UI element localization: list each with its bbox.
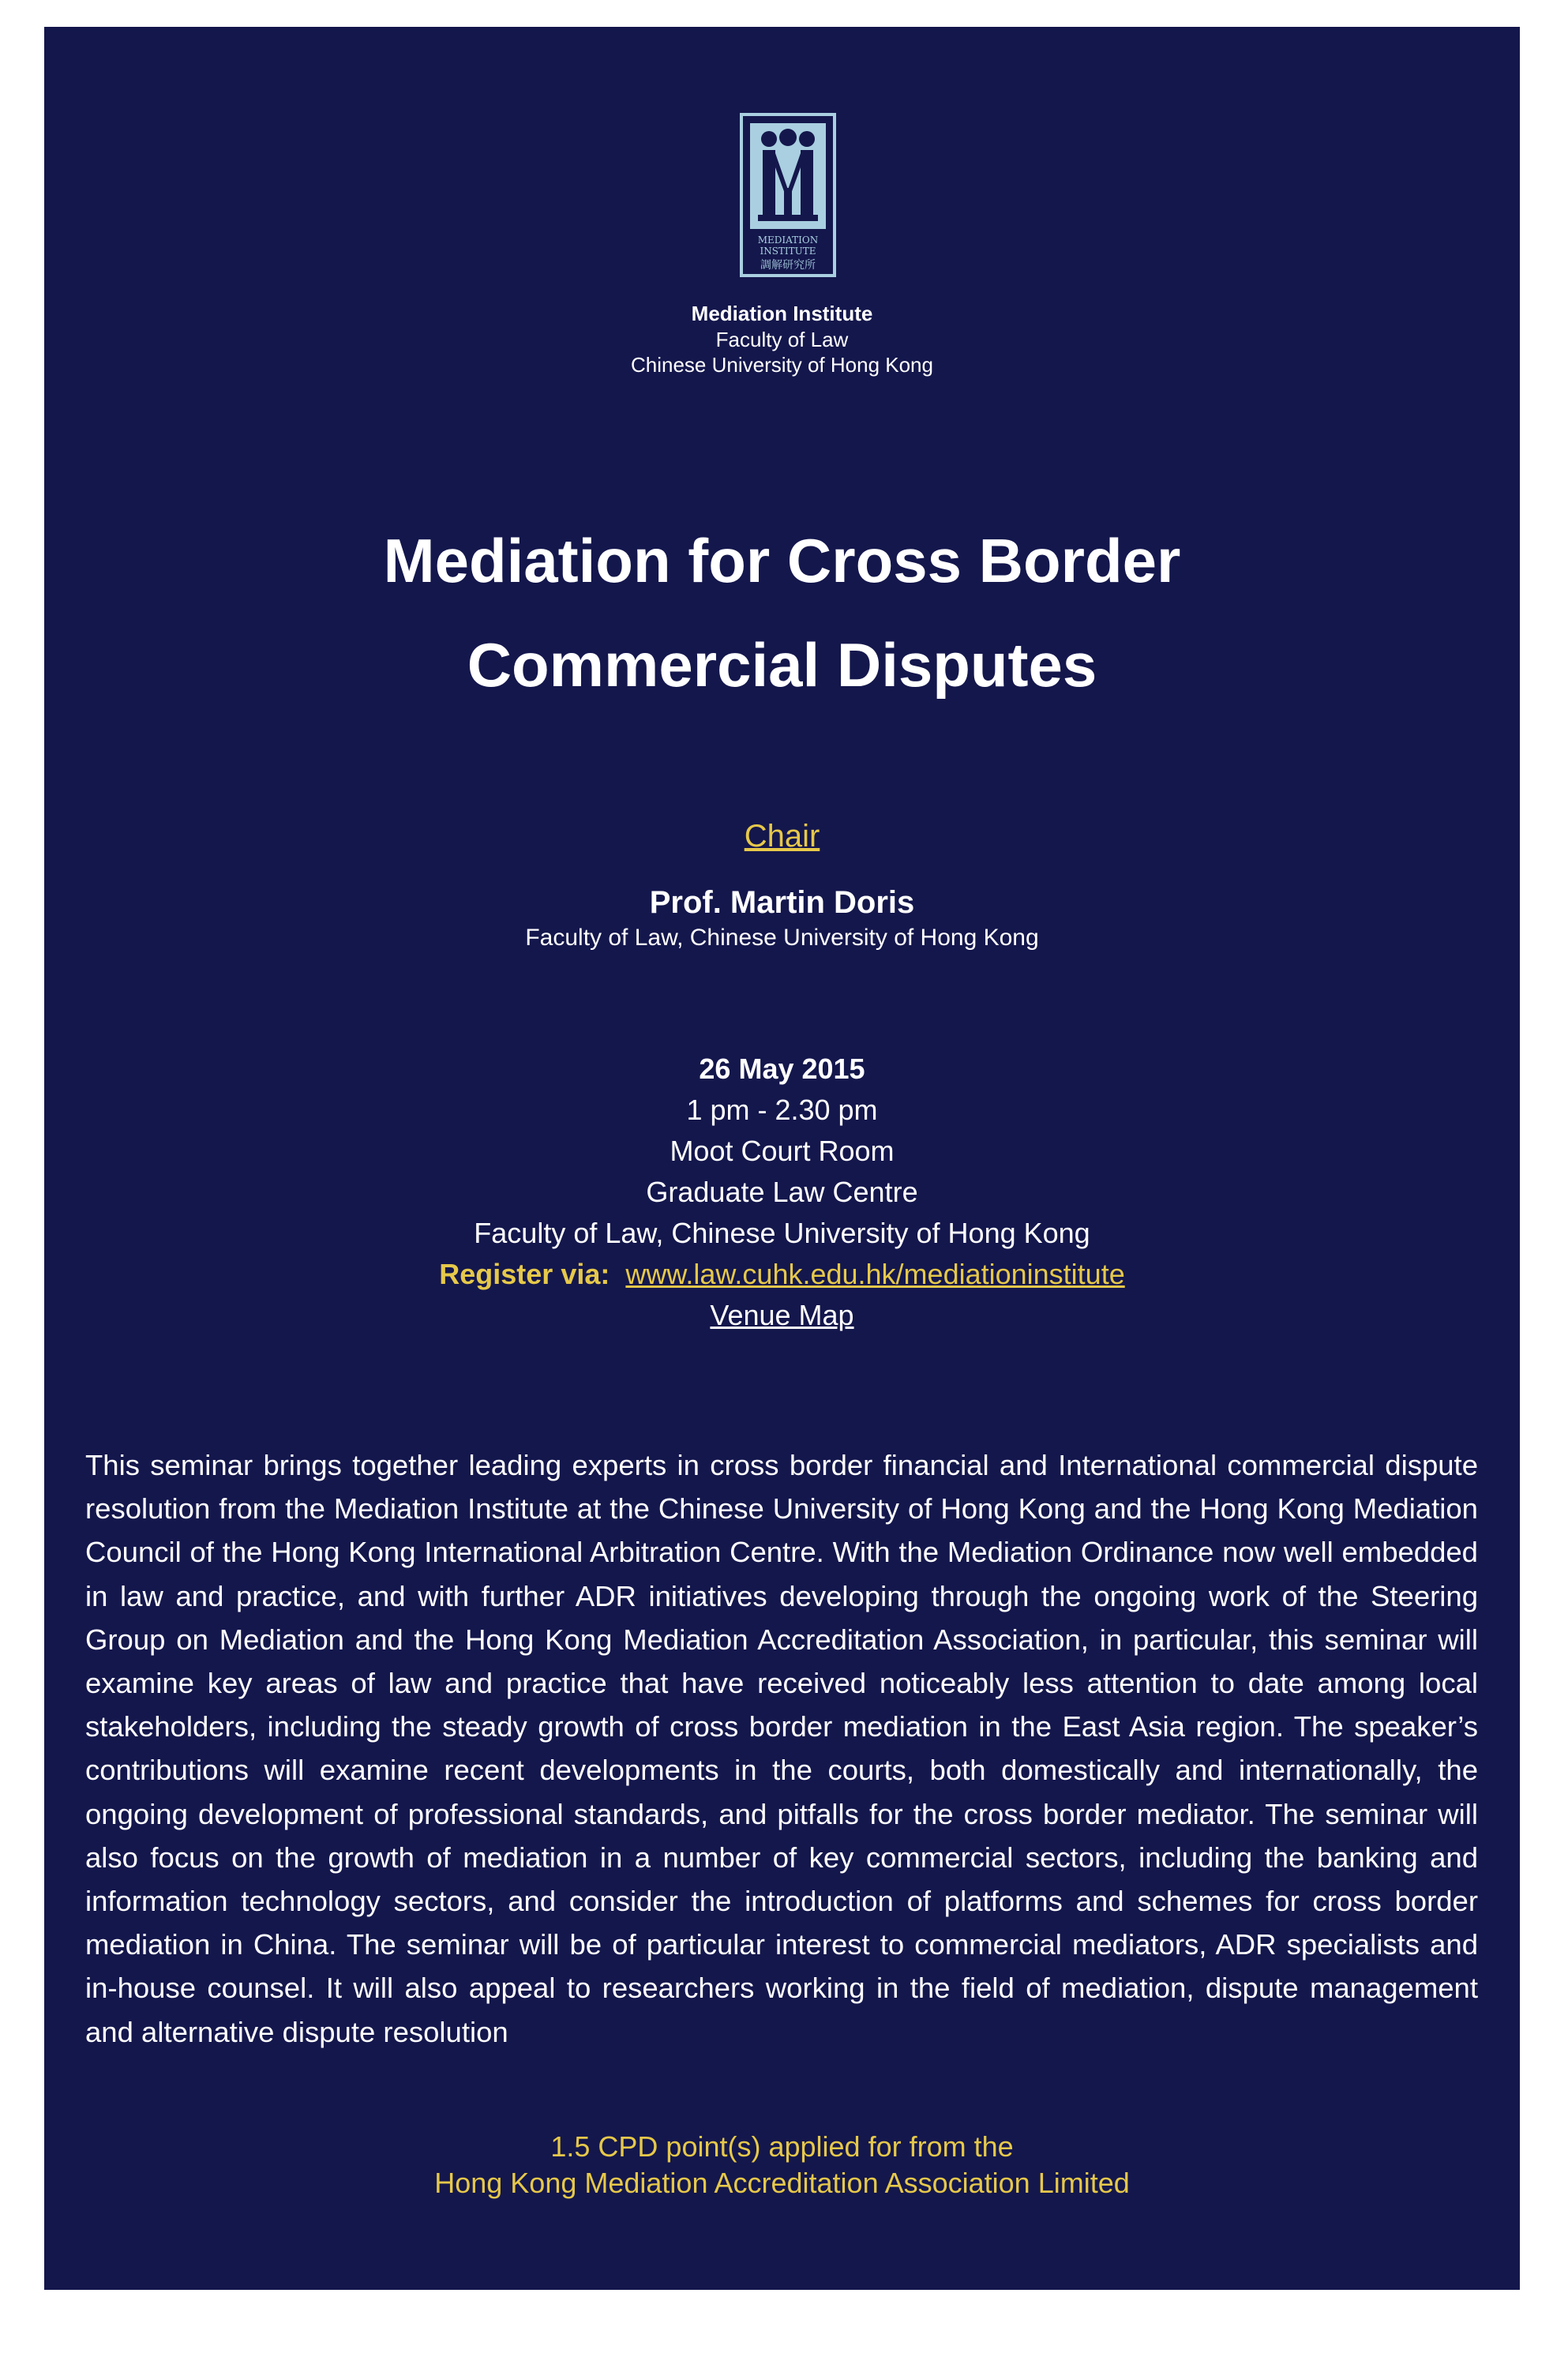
- event-room: Moot Court Room: [670, 1135, 895, 1167]
- cpd-line-1: 1.5 CPD point(s) applied for from the: [550, 2130, 1014, 2163]
- mediation-institute-logo-icon: [739, 112, 837, 278]
- title-line-1: Mediation for Cross Border: [383, 526, 1181, 595]
- cpd-line-2: Hong Kong Mediation Accreditation Association Limited: [434, 2167, 1130, 2199]
- event-time: 1 pm - 2.30 pm: [686, 1094, 878, 1126]
- page-title: [44, 509, 1520, 717]
- logo-text-1: MEDIATION: [757, 235, 819, 246]
- venue-map-row: [44, 1295, 1520, 1336]
- org-university: Chinese University of Hong Kong: [631, 353, 933, 377]
- event-date: 26 May 2015: [699, 1053, 865, 1085]
- seminar-description: This seminar brings together leading experts in cross border financial and International commercial dispute resolution from the Mediation Institute at the Chinese University of Hong Kong and the Hong Kong Mediation Council of the Hong Kong International Arbitration Centre. With the Mediation Ordinance now well embedded in law and practice, and with further ADR initiatives developing through the ongoing work of the Steering Group on Mediation and the Hong Kong Mediation Accreditation Association, in particular, this seminar will examine key areas of law and practice that have received noticeably less attention to date among local stakeholders, including the steady growth of cross border mediation in the East Asia region. The speaker’s contributions will examine recent developments in the courts, both domestically and internationally, the ongoing development of professional standards, and pitfalls for the cross border mediator. The seminar will also focus on the growth of mediation in a number of key commercial sectors, including the banking and information technology sectors, and consider the introduction of platforms and schemes for cross border mediation in China. The seminar will be of particular interest to commercial mediators, ADR specialists and in-house counsel. It will also appeal to researchers working in the field of mediation, dispute management and alternative dispute resolution: [85, 1449, 1478, 2048]
- chair-affiliation: Faculty of Law, Chinese University of Hong Kong: [525, 925, 1039, 951]
- title-line-2: Commercial Disputes: [467, 630, 1097, 700]
- logo-text-zh: 調解研究所: [760, 259, 816, 272]
- chair-label: Chair: [744, 819, 820, 854]
- event-faculty: Faculty of Law, Chinese University of Hong Kong: [474, 1217, 1090, 1249]
- poster: [44, 27, 1520, 2290]
- org-name: Mediation Institute: [691, 302, 873, 325]
- register-link[interactable]: www.law.cuhk.edu.hk/mediationinstitute: [625, 1258, 1125, 1290]
- org-faculty: Faculty of Law: [715, 328, 849, 351]
- register-label: Register via:: [439, 1258, 610, 1290]
- register-row: [44, 1254, 1520, 1295]
- event-building: Graduate Law Centre: [646, 1176, 918, 1208]
- venue-map-link[interactable]: Venue Map: [710, 1299, 854, 1331]
- chair-name: Prof. Martin Doris: [649, 885, 915, 920]
- logo-text-2: INSTITUTE: [760, 246, 816, 257]
